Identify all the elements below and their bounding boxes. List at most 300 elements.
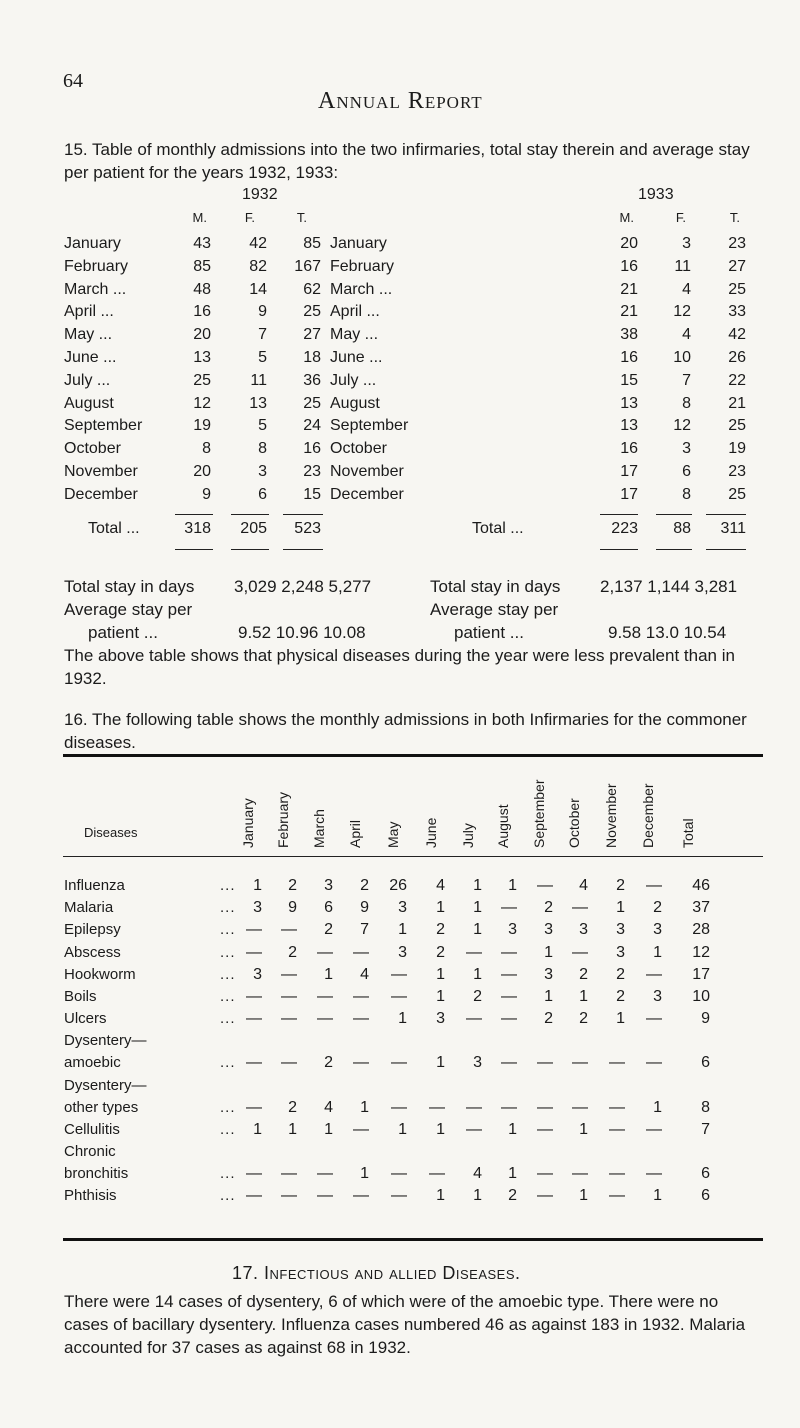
- disease-cell: —: [353, 1054, 369, 1072]
- value-f-1932: 11: [250, 372, 267, 389]
- disease-cell: 1: [253, 1120, 262, 1138]
- month-label-1933: April ...: [330, 303, 380, 320]
- disease-name: Hookworm: [64, 965, 136, 983]
- value-m-1932: 20: [193, 463, 211, 480]
- disease-name-cont: bronchitis: [64, 1165, 129, 1182]
- disease-cell: —: [537, 1187, 553, 1205]
- value-m-1932: 12: [193, 395, 211, 412]
- value-m-1932: 9: [202, 486, 211, 503]
- diseases-col-header: Diseases: [84, 825, 138, 840]
- leader-dots: ...: [220, 965, 236, 983]
- value-t-1933: 23: [728, 235, 746, 252]
- disease-cell: 3: [324, 877, 333, 894]
- value-t-1933: 23: [728, 463, 746, 480]
- disease-cell: 2: [288, 1098, 297, 1116]
- disease-cell: 2: [616, 988, 625, 1005]
- disease-cell: —: [429, 1098, 445, 1116]
- value-m-1933: 16: [620, 349, 638, 366]
- disease-cell: —: [501, 899, 517, 917]
- disease-cell: 1: [436, 1120, 445, 1138]
- disease-name: Influenza: [64, 877, 125, 894]
- disease-cell: 1: [436, 965, 445, 983]
- disease-cell: —: [609, 1187, 625, 1205]
- total-m-1933: 223: [611, 520, 638, 537]
- section-15-intro: 15. Table of monthly admissions into the two infirmaries, total stay therein and average stay per patient for the years 1932, 1933:: [64, 140, 750, 182]
- disease-cell: 1: [324, 1120, 333, 1138]
- month-label-1932: October: [64, 440, 121, 457]
- leader-dots: ...: [220, 1165, 236, 1182]
- value-m-1933: 16: [620, 440, 638, 457]
- disease-cell: 9: [288, 899, 297, 917]
- disease-cell: 2: [473, 988, 482, 1005]
- value-m-1932: 19: [193, 417, 211, 434]
- month-label-1933: July ...: [330, 372, 377, 389]
- disease-cell: 6: [701, 1054, 710, 1072]
- value-m-1933: 13: [620, 395, 638, 412]
- disease-cell: 3: [508, 921, 517, 939]
- stay-summary: [64, 575, 764, 644]
- value-t-1932: 24: [303, 417, 321, 434]
- avg-label-1932: Average stay per: [64, 600, 193, 619]
- disease-cell: —: [246, 1165, 262, 1182]
- disease-cell: —: [501, 988, 517, 1005]
- value-m-1932: 16: [193, 303, 211, 320]
- disease-cell: —: [281, 988, 297, 1005]
- month-label-1933: January: [330, 235, 387, 252]
- disease-cell: 2: [324, 1054, 333, 1072]
- avg-label2-1933: patient ...: [454, 623, 524, 642]
- disease-cell: 2: [544, 899, 553, 917]
- value-t-1933: 42: [728, 326, 746, 343]
- disease-cell: —: [609, 1054, 625, 1072]
- disease-cell: 9: [360, 899, 369, 917]
- disease-cell: —: [609, 1165, 625, 1182]
- leader-dots: ...: [220, 1054, 236, 1072]
- year-1932-heading: 1932: [242, 186, 278, 203]
- leader-dots: ...: [220, 988, 236, 1005]
- month-label-1932: December: [64, 486, 138, 503]
- value-t-1932: 15: [303, 486, 321, 503]
- disease-cell: 3: [436, 1010, 445, 1028]
- value-m-1933: 16: [620, 258, 638, 275]
- month-header-label: November: [603, 783, 619, 848]
- disease-cell: —: [391, 1165, 407, 1182]
- disease-cell: 12: [692, 943, 710, 961]
- disease-cell: 3: [616, 943, 625, 961]
- avg-values-1932: 9.52 10.96 10.08: [238, 623, 366, 642]
- disease-name: Boils: [64, 988, 97, 1005]
- disease-cell: 1: [473, 965, 482, 983]
- month-header-label: August: [495, 804, 511, 848]
- disease-cell: 7: [360, 921, 369, 939]
- disease-cell: 6: [324, 899, 333, 917]
- disease-cell: —: [646, 1054, 662, 1072]
- month-label-1933: February: [330, 258, 395, 275]
- disease-cell: 1: [616, 899, 625, 917]
- month-header-label: July: [460, 823, 476, 848]
- disease-cell: —: [317, 988, 333, 1005]
- value-t-1933: 26: [728, 349, 746, 366]
- month-header-label: May: [385, 821, 401, 848]
- disease-cell: —: [391, 988, 407, 1005]
- month-header-label: October: [566, 798, 582, 848]
- page-number: 64: [63, 70, 83, 92]
- running-head: Annual Report: [318, 88, 483, 114]
- value-t-1932: 27: [303, 326, 321, 343]
- disease-cell: 1: [288, 1120, 297, 1138]
- value-t-1933: 27: [728, 258, 746, 275]
- month-header-label: April: [347, 819, 363, 848]
- disease-cell: 1: [508, 877, 517, 894]
- month-label-1932: September: [64, 417, 143, 434]
- month-header-label: January: [240, 798, 256, 848]
- disease-cell: 2: [508, 1187, 517, 1205]
- value-t-1933: 21: [728, 395, 746, 412]
- value-m-1933: 21: [620, 303, 638, 320]
- disease-cell: 3: [253, 965, 262, 983]
- section-17-heading: 17. Infectious and allied Diseases.: [232, 1263, 521, 1283]
- disease-name: Epilepsy: [64, 921, 121, 939]
- col-t-1933: T.: [729, 210, 740, 225]
- value-t-1933: 25: [728, 281, 746, 298]
- disease-name: Phthisis: [64, 1187, 117, 1205]
- value-f-1933: 4: [682, 326, 691, 343]
- disease-cell: —: [609, 1120, 625, 1138]
- value-f-1932: 9: [258, 303, 267, 320]
- disease-cell: 2: [288, 877, 297, 894]
- leader-dots: ...: [220, 899, 236, 917]
- value-t-1932: 36: [303, 372, 321, 389]
- disease-cell: —: [317, 943, 333, 961]
- disease-cell: —: [317, 1165, 333, 1182]
- disease-cell: —: [353, 988, 369, 1005]
- value-f-1933: 8: [682, 395, 691, 412]
- col-t-1932: T.: [296, 210, 307, 225]
- disease-cell: 1: [616, 1010, 625, 1028]
- disease-cell: 1: [579, 1187, 588, 1205]
- value-t-1932: 25: [303, 395, 321, 412]
- disease-cell: —: [501, 1098, 517, 1116]
- disease-cell: 2: [579, 1010, 588, 1028]
- month-label-1932: August: [64, 395, 114, 412]
- disease-name: Dysentery—: [64, 1076, 147, 1094]
- disease-cell: 1: [398, 1120, 407, 1138]
- disease-cell: —: [537, 1165, 553, 1182]
- disease-name: Dysentery—: [64, 1032, 147, 1050]
- disease-cell: 3: [398, 943, 407, 961]
- disease-cell: —: [609, 1098, 625, 1116]
- disease-cell: —: [646, 1120, 662, 1138]
- disease-cell: 1: [398, 921, 407, 939]
- value-t-1932: 25: [303, 303, 321, 320]
- disease-cell: 8: [701, 1098, 710, 1116]
- section-16-intro: 16. The following table shows the monthly admissions in both Infirmaries for the commoner diseases.: [64, 710, 747, 752]
- value-m-1933: 21: [620, 281, 638, 298]
- disease-cell: —: [466, 943, 482, 961]
- disease-cell: —: [466, 1010, 482, 1028]
- disease-cell: 2: [616, 965, 625, 983]
- disease-cell: —: [281, 921, 297, 939]
- value-f-1933: 3: [682, 440, 691, 457]
- value-m-1932: 20: [193, 326, 211, 343]
- disease-cell: 2: [544, 1010, 553, 1028]
- disease-cell: 28: [692, 921, 710, 939]
- value-m-1933: 13: [620, 417, 638, 434]
- disease-cell: —: [391, 1054, 407, 1072]
- disease-cell: 4: [579, 877, 588, 894]
- month-header-label: March: [311, 809, 327, 848]
- leader-dots: ...: [220, 1187, 236, 1205]
- disease-cell: 3: [544, 921, 553, 939]
- disease-cell: —: [537, 1120, 553, 1138]
- value-t-1932: 167: [294, 258, 321, 275]
- disease-cell: —: [317, 1010, 333, 1028]
- leader-dots: ...: [220, 877, 236, 894]
- disease-cell: 2: [288, 943, 297, 961]
- disease-cell: 3: [616, 921, 625, 939]
- disease-cell: 3: [253, 899, 262, 917]
- disease-cell: —: [353, 1120, 369, 1138]
- section-15-conclusion: The above table shows that physical diseases during the year were less prevalent than in 1932.: [64, 646, 735, 688]
- disease-name: Chronic: [64, 1143, 116, 1160]
- value-f-1932: 6: [258, 486, 267, 503]
- value-m-1932: 85: [193, 258, 211, 275]
- value-f-1933: 12: [673, 303, 691, 320]
- avg-label2-1932: patient ...: [88, 623, 158, 642]
- disease-cell: 1: [579, 1120, 588, 1138]
- value-f-1932: 82: [249, 258, 267, 275]
- value-m-1932: 25: [193, 372, 211, 389]
- month-label-1932: April ...: [64, 303, 114, 320]
- value-t-1933: 25: [728, 417, 746, 434]
- disease-cell: —: [281, 965, 297, 983]
- value-m-1932: 43: [193, 235, 211, 252]
- disease-cell: 2: [616, 877, 625, 894]
- value-f-1933: 8: [682, 486, 691, 503]
- disease-cell: 4: [360, 965, 369, 983]
- stay-label-1932: Total stay in days: [64, 577, 195, 596]
- disease-cell: —: [466, 1120, 482, 1138]
- disease-cell: 1: [398, 1010, 407, 1028]
- month-label-1932: February: [64, 258, 129, 275]
- value-f-1932: 5: [258, 417, 267, 434]
- leader-dots: ...: [220, 1010, 236, 1028]
- disease-cell: —: [501, 1010, 517, 1028]
- value-t-1932: 18: [303, 349, 321, 366]
- disease-cell: 3: [579, 921, 588, 939]
- disease-cell: —: [572, 1165, 588, 1182]
- disease-cell: —: [501, 965, 517, 983]
- leader-dots: ...: [220, 943, 236, 961]
- disease-cell: 2: [436, 943, 445, 961]
- disease-cell: 1: [473, 877, 482, 894]
- disease-cell: 4: [324, 1098, 333, 1116]
- value-f-1932: 8: [258, 440, 267, 457]
- month-header-label: September: [531, 779, 547, 848]
- disease-name: Ulcers: [64, 1010, 107, 1028]
- value-t-1933: 33: [728, 303, 746, 320]
- year-1933-heading: 1933: [638, 186, 674, 203]
- disease-cell: 2: [324, 921, 333, 939]
- value-m-1932: 8: [202, 440, 211, 457]
- month-label-1933: August: [330, 395, 380, 412]
- disease-cell: —: [246, 1187, 262, 1205]
- disease-cell: 1: [508, 1165, 517, 1182]
- value-t-1933: 25: [728, 486, 746, 503]
- month-label-1932: November: [64, 463, 138, 480]
- disease-cell: —: [572, 1054, 588, 1072]
- value-m-1932: 48: [193, 281, 211, 298]
- disease-cell: 1: [508, 1120, 517, 1138]
- disease-cell: —: [572, 943, 588, 961]
- disease-cell: 3: [544, 965, 553, 983]
- total-t-1933: 311: [720, 520, 746, 537]
- disease-cell: —: [353, 1187, 369, 1205]
- disease-cell: —: [646, 877, 662, 894]
- value-f-1933: 11: [674, 258, 691, 275]
- disease-cell: 4: [473, 1165, 482, 1182]
- value-m-1933: 38: [620, 326, 638, 343]
- stay-label-1933: Total stay in days: [430, 577, 561, 596]
- value-m-1933: 20: [620, 235, 638, 252]
- value-t-1932: 16: [303, 440, 321, 457]
- disease-cell: —: [246, 1098, 262, 1116]
- disease-cell: —: [537, 1098, 553, 1116]
- disease-cell: —: [246, 1054, 262, 1072]
- disease-cell: 1: [653, 943, 662, 961]
- disease-cell: 7: [701, 1120, 710, 1138]
- disease-cell: 26: [389, 877, 407, 894]
- disease-cell: —: [281, 1165, 297, 1182]
- disease-cell: —: [501, 1054, 517, 1072]
- disease-cell: —: [646, 965, 662, 983]
- disease-name-cont: amoebic: [64, 1054, 121, 1072]
- total-label-1932: Total ...: [88, 520, 140, 537]
- value-f-1932: 42: [249, 235, 267, 252]
- value-m-1933: 17: [620, 486, 638, 503]
- disease-cell: —: [246, 921, 262, 939]
- disease-cell: 1: [653, 1098, 662, 1116]
- col-m-1933: M.: [619, 210, 634, 225]
- disease-cell: —: [391, 1098, 407, 1116]
- disease-cell: —: [572, 1098, 588, 1116]
- month-label-1933: May ...: [330, 326, 379, 343]
- stay-values-1932: 3,029 2,248 5,277: [234, 577, 372, 596]
- value-f-1932: 5: [258, 349, 267, 366]
- disease-cell: 10: [692, 988, 710, 1005]
- disease-cell: 6: [701, 1165, 710, 1182]
- month-label-1932: June ...: [64, 349, 117, 366]
- disease-cell: —: [246, 988, 262, 1005]
- disease-cell: 1: [473, 921, 482, 939]
- value-m-1932: 13: [193, 349, 211, 366]
- disease-cell: —: [281, 1010, 297, 1028]
- month-label-1933: March ...: [330, 281, 393, 298]
- disease-cell: 1: [544, 943, 553, 961]
- total-f-1932: 205: [240, 520, 267, 537]
- disease-cell: 3: [473, 1054, 482, 1072]
- disease-cell: 3: [653, 988, 662, 1005]
- disease-cell: —: [537, 877, 553, 894]
- leader-dots: ...: [220, 1120, 236, 1138]
- disease-cell: —: [646, 1165, 662, 1182]
- disease-cell: 1: [253, 877, 262, 894]
- disease-cell: 3: [398, 899, 407, 917]
- avg-label-1933: Average stay per: [430, 600, 559, 619]
- value-t-1932: 23: [303, 463, 321, 480]
- disease-cell: 3: [653, 921, 662, 939]
- disease-name: Abscess: [64, 943, 121, 961]
- disease-cell: —: [466, 1098, 482, 1116]
- month-header-label: June: [423, 817, 439, 848]
- disease-cell: 2: [579, 965, 588, 983]
- disease-cell: —: [646, 1010, 662, 1028]
- value-f-1932: 7: [258, 326, 267, 343]
- month-label-1933: September: [330, 417, 409, 434]
- stay-values-1933: 2,137 1,144 3,281: [600, 577, 738, 596]
- month-header-label: December: [640, 783, 656, 848]
- disease-cell: 37: [692, 899, 710, 917]
- disease-cell: —: [537, 1054, 553, 1072]
- disease-name: Malaria: [64, 899, 114, 917]
- total-f-1933: 88: [673, 520, 691, 537]
- col-f-1933: F.: [675, 210, 686, 225]
- value-f-1933: 10: [673, 349, 691, 366]
- value-f-1932: 13: [249, 395, 267, 412]
- disease-cell: 1: [436, 899, 445, 917]
- disease-name: Cellulitis: [64, 1120, 120, 1138]
- disease-cell: 2: [360, 877, 369, 894]
- disease-cell: —: [246, 1010, 262, 1028]
- disease-cell: 1: [653, 1187, 662, 1205]
- disease-cell: 2: [436, 921, 445, 939]
- month-label-1932: May ...: [64, 326, 113, 343]
- disease-cell: 1: [324, 965, 333, 983]
- disease-cell: 1: [544, 988, 553, 1005]
- value-f-1933: 12: [673, 417, 691, 434]
- col-f-1932: F.: [244, 210, 255, 225]
- value-t-1932: 62: [303, 281, 321, 298]
- value-f-1933: 7: [682, 372, 691, 389]
- disease-cell: —: [391, 1187, 407, 1205]
- disease-cell: —: [429, 1165, 445, 1182]
- disease-cell: 1: [436, 988, 445, 1005]
- disease-cell: —: [391, 965, 407, 983]
- disease-cell: 17: [692, 965, 710, 983]
- leader-dots: ...: [220, 921, 236, 939]
- month-label-1933: December: [330, 486, 404, 503]
- disease-cell: 1: [579, 988, 588, 1005]
- disease-name-cont: other types: [64, 1098, 139, 1116]
- leader-dots: ...: [220, 1098, 236, 1116]
- disease-cell: 1: [473, 1187, 482, 1205]
- month-header-label: February: [275, 791, 291, 848]
- disease-cell: 9: [701, 1010, 710, 1028]
- disease-cell: 2: [653, 899, 662, 917]
- month-header-label: Total: [680, 818, 696, 848]
- disease-cell: —: [246, 943, 262, 961]
- disease-cell: —: [572, 899, 588, 917]
- month-label-1933: October: [330, 440, 387, 457]
- value-f-1932: 14: [249, 281, 267, 298]
- col-m-1932: M.: [192, 210, 207, 225]
- disease-cell: —: [501, 943, 517, 961]
- disease-cell: —: [281, 1187, 297, 1205]
- value-m-1933: 15: [620, 372, 638, 389]
- value-f-1932: 3: [258, 463, 267, 480]
- month-label-1932: July ...: [64, 372, 111, 389]
- disease-cell: 46: [692, 877, 710, 894]
